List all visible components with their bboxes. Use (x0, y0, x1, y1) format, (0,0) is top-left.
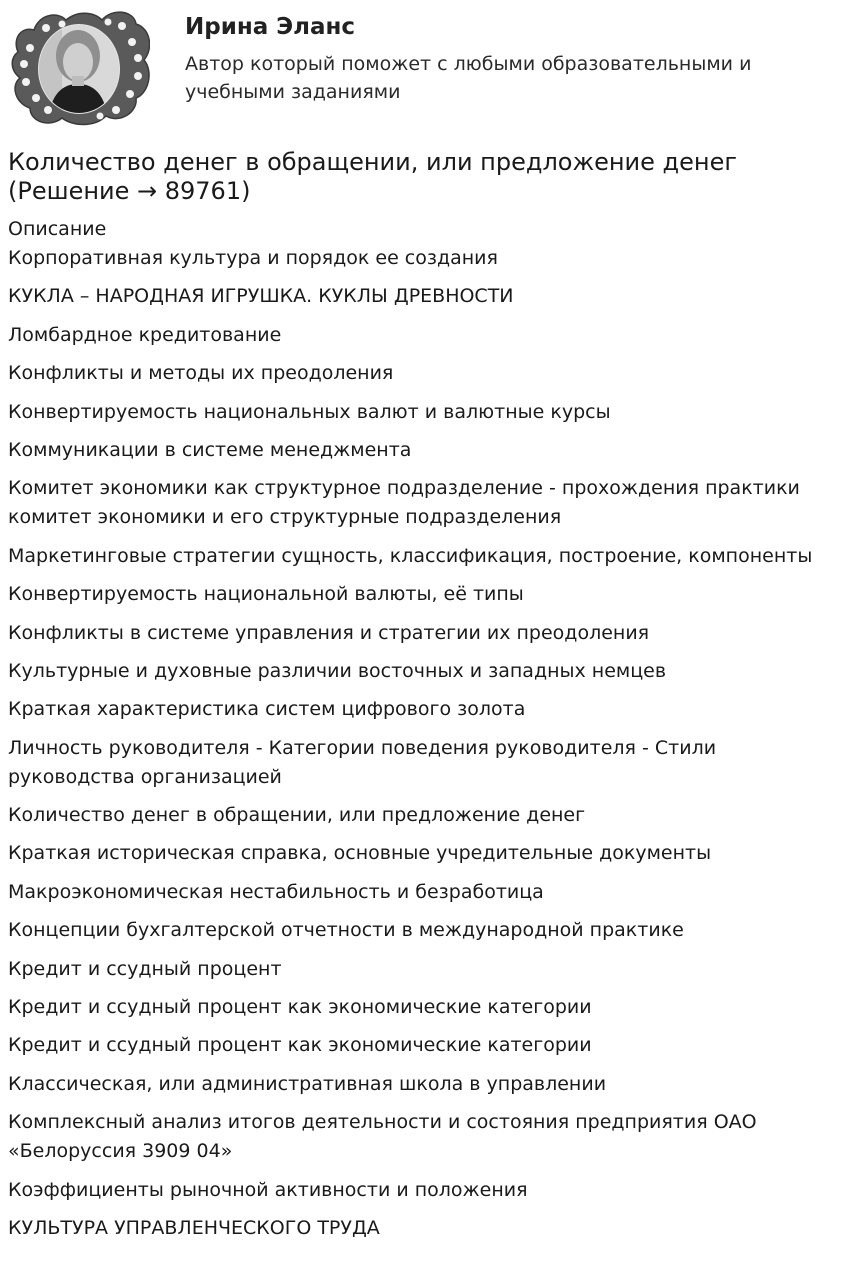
list-item (8, 993, 838, 1022)
page-title: Количество денег в обращении, или предложение денег (Решение → 89761) (8, 148, 737, 205)
author-avatar[interactable] (8, 8, 150, 126)
related-link[interactable]: Конфликты в системе управления и стратегии их преодоления (8, 621, 650, 644)
list-item (8, 1031, 838, 1060)
related-link[interactable]: Конфликты и методы их преодоления (8, 362, 394, 385)
related-link[interactable]: Кредит и ссудный процент как экономические категории (8, 996, 592, 1019)
list-item (8, 282, 838, 311)
list-item (8, 321, 838, 350)
related-link[interactable]: Ломбардное кредитование (8, 323, 282, 346)
related-link[interactable]: Маркетинговые стратегии сущность, классификация, построение, компоненты (8, 544, 813, 567)
related-link[interactable]: КУКЛА – НАРОДНАЯ ИГРУШКА. КУКЛЫ ДРЕВНОСТИ (8, 285, 514, 308)
related-link[interactable]: Личность руководителя - Категории поведения руководителя - Стили руководства организацией (8, 736, 717, 788)
list-item (8, 359, 838, 388)
related-link[interactable]: Коммуникации в системе менеджмента (8, 438, 412, 461)
list-item (8, 619, 838, 648)
list-item (8, 695, 838, 724)
related-link[interactable]: Конвертируемость национальной валюты, её типы (8, 583, 524, 606)
list-item (8, 398, 838, 427)
related-link[interactable]: Краткая характеристика систем цифрового золота (8, 698, 526, 721)
related-link[interactable]: КУЛЬТУРА УПРАВЛЕНЧЕСКОГО ТРУДА (8, 1216, 380, 1239)
author-description: Автор который поможет с любыми образовательными и учебными заданиями (185, 53, 752, 103)
list-item (8, 580, 838, 609)
list-item (8, 474, 838, 532)
list-item (8, 657, 838, 686)
author-card (8, 8, 838, 128)
related-links-list (8, 244, 838, 1252)
related-link[interactable]: Кредит и ссудный процент как экономические категории (8, 1034, 592, 1057)
list-item (8, 839, 838, 868)
list-item (8, 801, 838, 830)
list-item (8, 244, 838, 273)
related-link[interactable]: Краткая историческая справка, основные учредительные документы (8, 842, 712, 865)
list-item (8, 1108, 838, 1166)
list-item (8, 542, 838, 571)
related-link[interactable]: Комитет экономики как структурное подразделение - прохождения практики комитет экономики и его структурные подразделения (8, 477, 800, 529)
related-link[interactable]: Коэффициенты рыночной активности и положения (8, 1178, 528, 1201)
list-item (8, 436, 838, 465)
section-label: Описание (8, 218, 107, 240)
list-item (8, 878, 838, 907)
author-name[interactable]: Ирина Эланс (185, 14, 356, 40)
list-item (8, 916, 838, 945)
list-item (8, 1214, 838, 1243)
related-link[interactable]: Макроэкономическая нестабильность и безработица (8, 880, 544, 903)
related-link[interactable]: Комплексный анализ итогов деятельности и состояния предприятия ОАО «Белоруссия 3909 04» (8, 1111, 757, 1163)
related-link[interactable]: Конвертируемость национальных валют и валютные курсы (8, 400, 611, 423)
related-link[interactable]: Кредит и ссудный процент (8, 957, 282, 980)
related-link[interactable]: Классическая, или административная школа в управлении (8, 1072, 607, 1095)
related-link[interactable]: Корпоративная культура и порядок ее создания (8, 247, 498, 269)
list-item (8, 1176, 838, 1205)
related-link[interactable]: Количество денег в обращении, или предложение денег (8, 804, 586, 827)
related-link[interactable]: Концепции бухгалтерской отчетности в международной практике (8, 919, 684, 942)
list-item (8, 955, 838, 984)
list-item (8, 734, 838, 792)
list-item (8, 1070, 838, 1099)
related-link[interactable]: Культурные и духовные различии восточных и западных немцев (8, 659, 667, 682)
